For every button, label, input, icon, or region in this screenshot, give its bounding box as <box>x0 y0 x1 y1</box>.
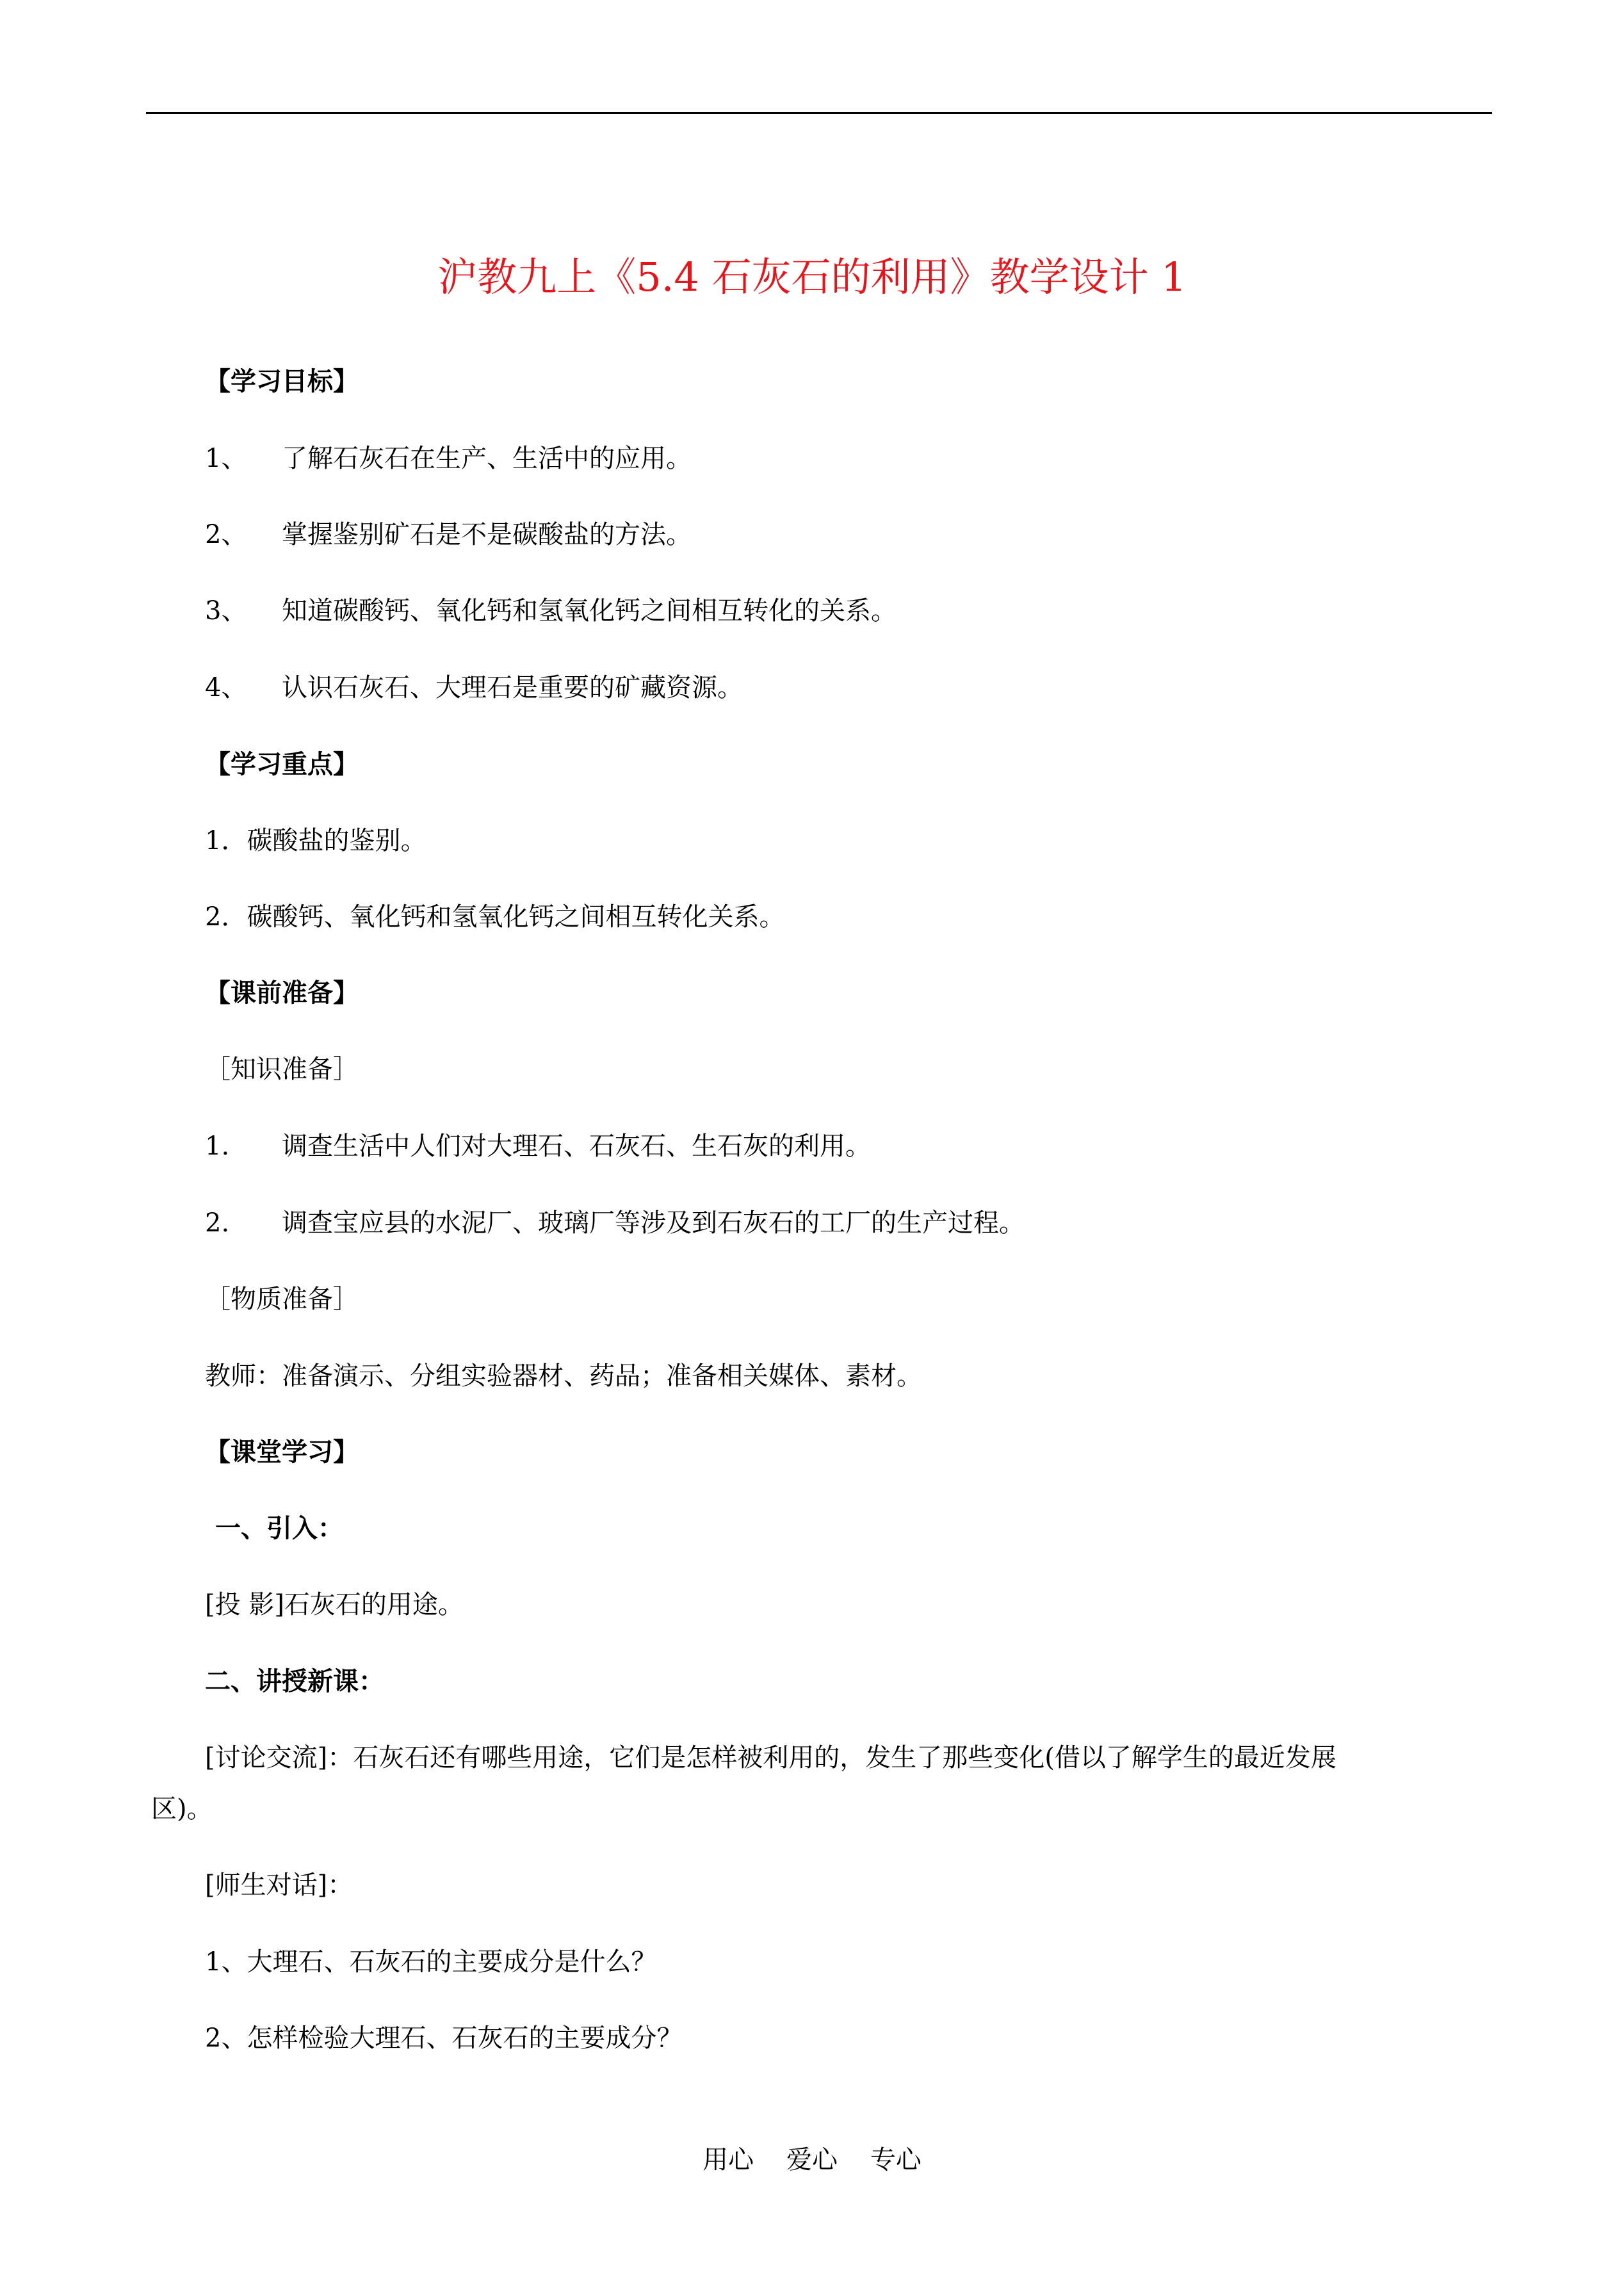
prep-heading: 【课前准备】 <box>205 978 359 1008</box>
focus-item: 1．碳酸盐的鉴别。 <box>205 826 426 856</box>
goal-item <box>205 593 897 629</box>
knowledge-text: 调查生活中人们对大理石、石灰石、生石灰的利用。 <box>282 1131 871 1161</box>
goal-item <box>205 517 692 553</box>
dialogue-heading: [师生对话]： <box>205 1870 353 1900</box>
question-item: 1、大理石、石灰石的主要成分是什么？ <box>205 1947 657 1977</box>
knowledge-number: 2. <box>205 1208 230 1238</box>
document-title: 沪教九上《5.4 石灰石的利用》教学设计 1 <box>437 254 1187 300</box>
knowledge-item <box>205 1205 1025 1241</box>
knowledge-item <box>205 1128 871 1164</box>
goal-text: 知道碳酸钙、氧化钙和氢氧化钙之间相互转化的关系。 <box>282 596 897 626</box>
goal-number: 1、 <box>205 444 247 473</box>
knowledge-text: 调查宝应县的水泥厂、玻璃厂等涉及到石灰石的工厂的生产过程。 <box>282 1208 1025 1238</box>
goal-text: 了解石灰石在生产、生活中的应用。 <box>282 444 692 473</box>
intro-heading: 一、引入： <box>215 1513 343 1543</box>
new-lesson-heading: 二、讲授新课： <box>205 1666 384 1696</box>
teacher-prep: 教师：准备演示、分组实验器材、药品；准备相关媒体、素材。 <box>205 1361 922 1391</box>
header-rule <box>146 112 1492 114</box>
goal-item <box>205 670 743 706</box>
focus-item: 2．碳酸钙、氧化钙和氢氧化钙之间相互转化关系。 <box>205 902 785 932</box>
discussion-line-2: 区)。 <box>151 1794 213 1824</box>
goal-item <box>205 441 692 476</box>
goal-text: 掌握鉴别矿石是不是碳酸盐的方法。 <box>282 520 692 549</box>
question-item: 2、怎样检验大理石、石灰石的主要成分？ <box>205 2023 683 2053</box>
projection-line: [投 影]石灰石的用途。 <box>205 1590 464 1619</box>
focus-heading: 【学习重点】 <box>205 749 359 779</box>
goal-number: 2、 <box>205 520 247 549</box>
discussion-line-1: [讨论交流]：石灰石还有哪些用途，它们是怎样被利用的，发生了那些变化(借以了解学生的最近发展 <box>205 1743 1336 1772</box>
goals-heading: 【学习目标】 <box>205 366 359 396</box>
class-heading: 【课堂学习】 <box>205 1437 359 1467</box>
knowledge-prep-label: ［知识准备］ <box>205 1055 359 1084</box>
goal-number: 3、 <box>205 596 247 626</box>
page-footer: 用心 爱心 专心 <box>702 2145 922 2175</box>
material-prep-label: ［物质准备］ <box>205 1285 359 1314</box>
goal-number: 4、 <box>205 673 247 702</box>
knowledge-number: 1. <box>205 1131 230 1161</box>
goal-text: 认识石灰石、大理石是重要的矿藏资源。 <box>282 673 743 702</box>
